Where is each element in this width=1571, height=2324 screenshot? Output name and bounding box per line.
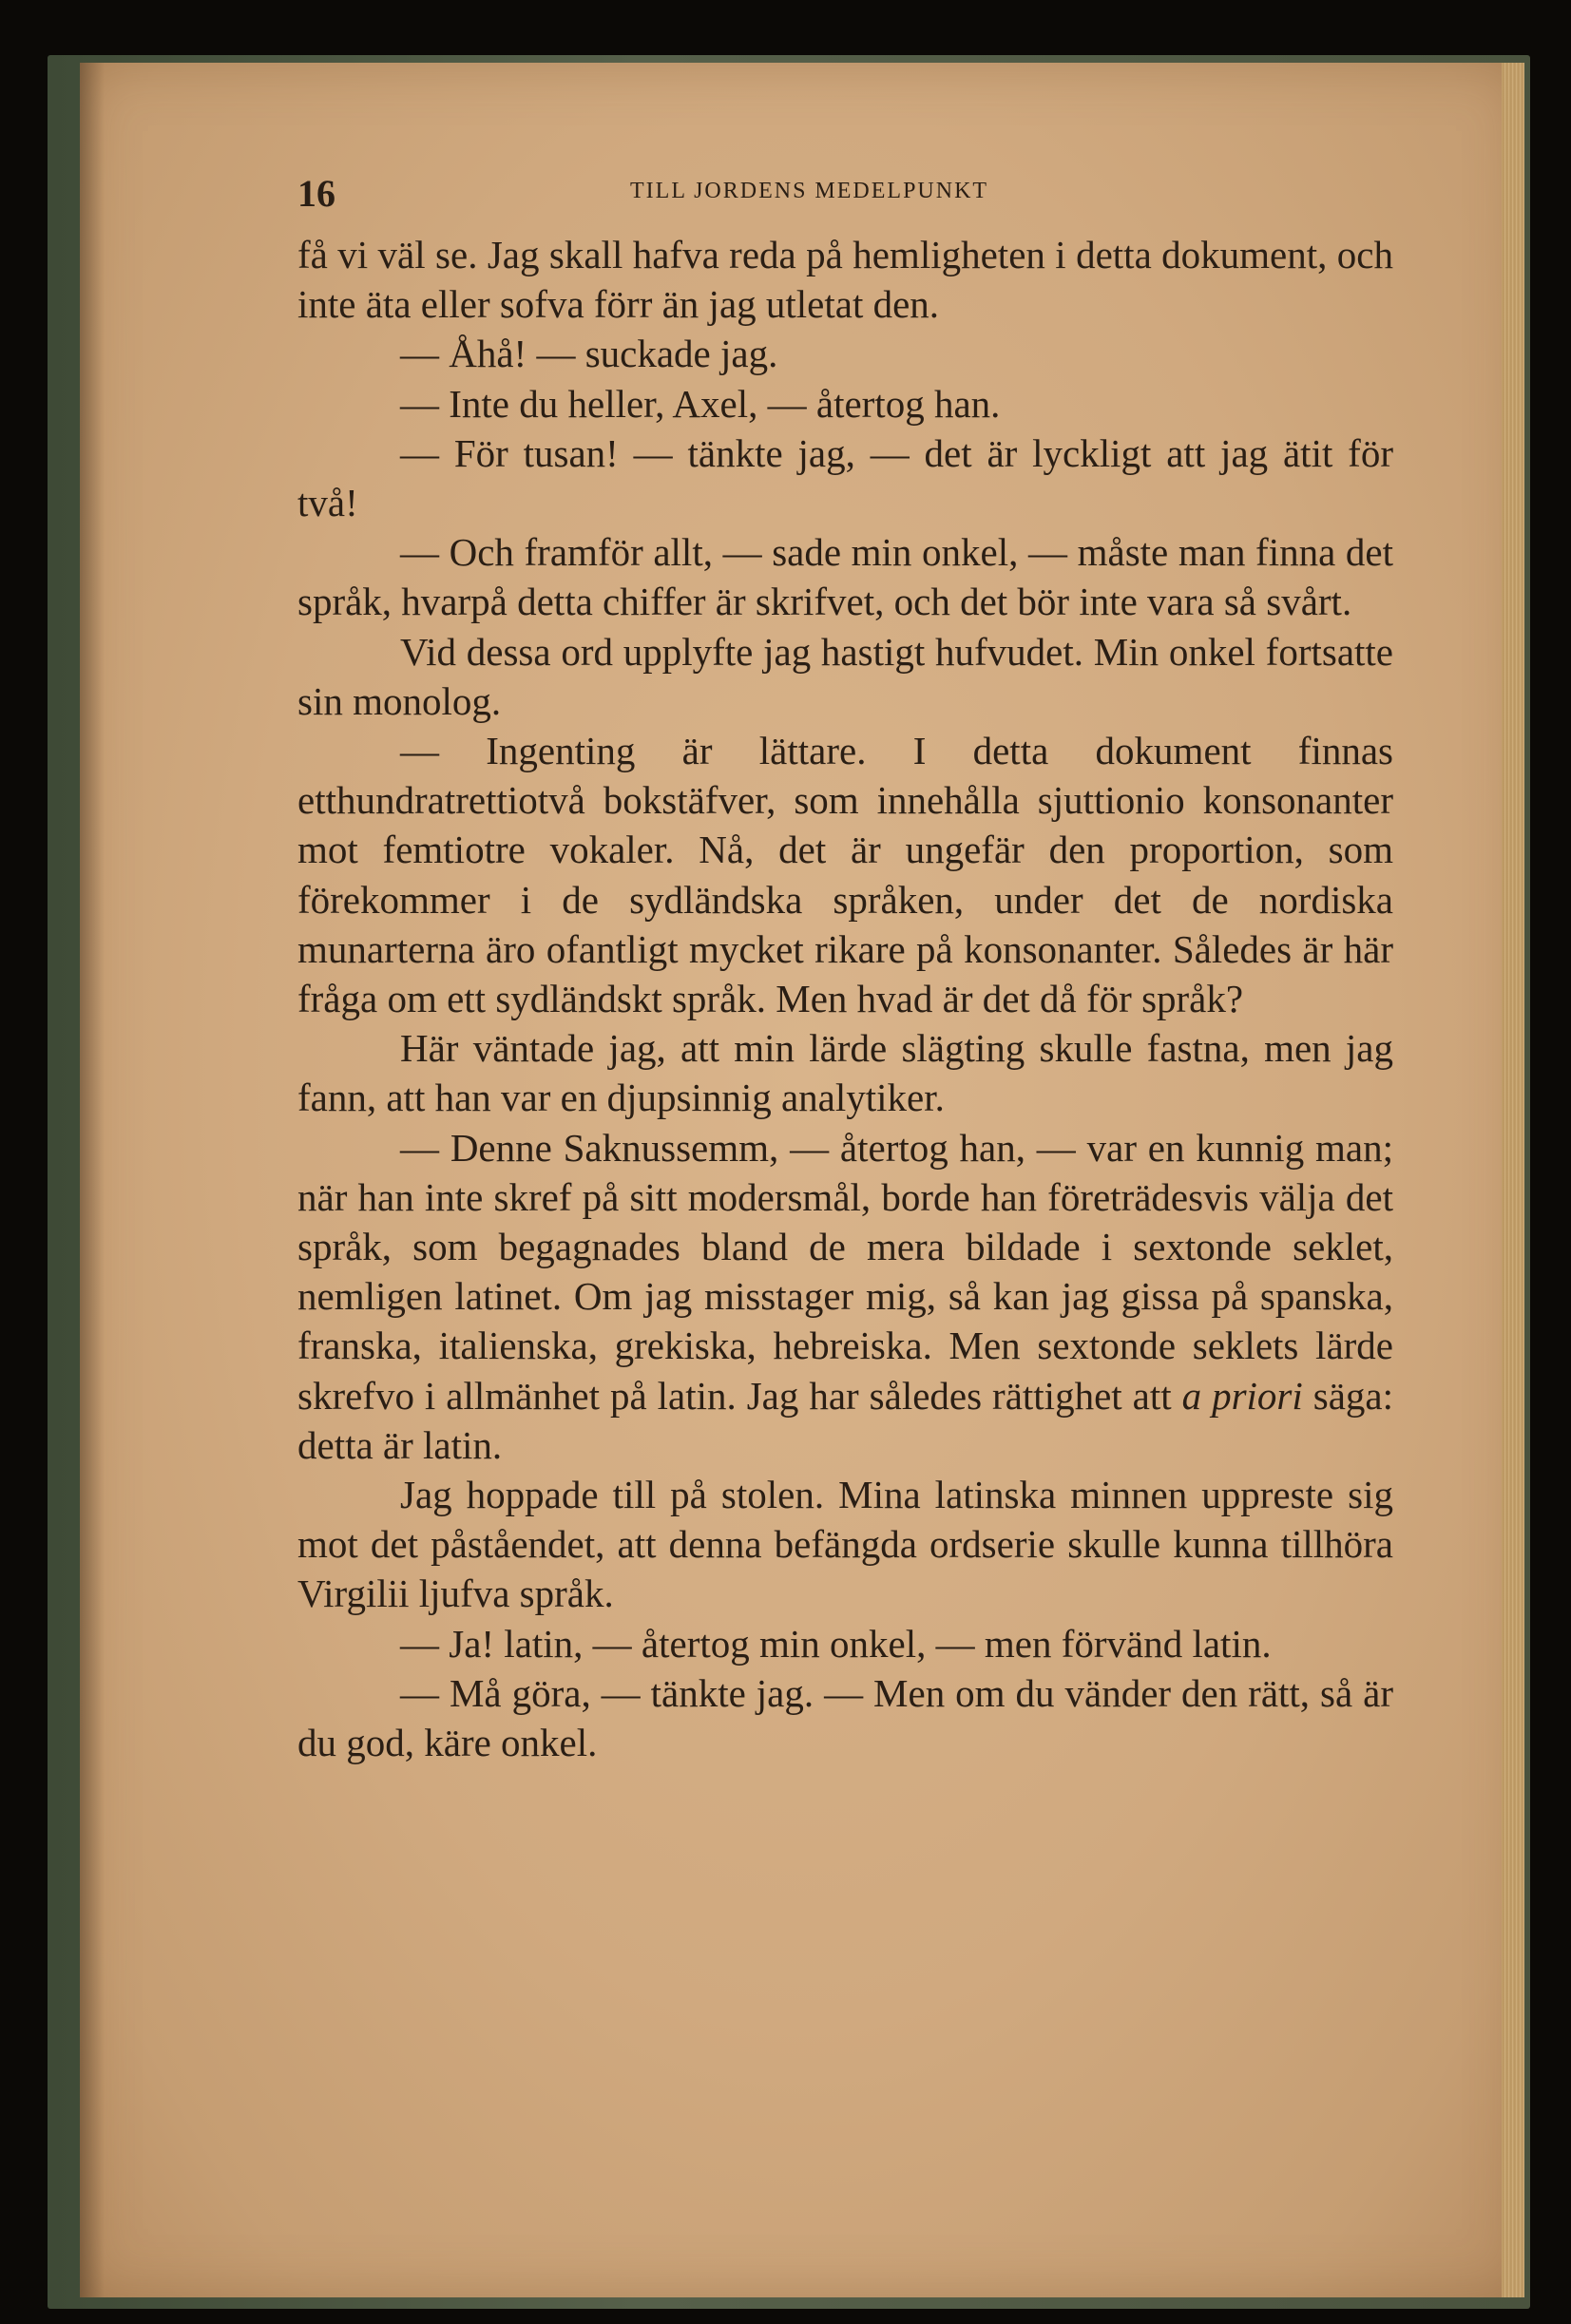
- paragraph-11: — Ja! latin, — återtog min onkel, — men förvänd latin.: [400, 1621, 1272, 1666]
- paragraph-9-end: säga: detta är latin.: [297, 1373, 1394, 1467]
- paragraph-8: Här väntade jag, att min lärde slägting skulle fastna, men jag fann, att han var en djupsinnig analytiker.: [297, 1026, 1393, 1120]
- page-gutter-shadow: [80, 63, 105, 2297]
- paragraph-4: — För tusan! — tänkte jag, — det är lyckligt att jag ätit för två!: [297, 430, 1393, 525]
- paragraph-9: [297, 1123, 1393, 1470]
- paragraph-9-text: — Denne Saknussemm, — återtog han, — var en kunnig man; när han inte skref på sitt modersmål, borde han företrädesvis välja det språk, som begagnades bland de mera bildade i sextonde seklet, nemligen latinet. Om jag misstager mig, så kan jag gissa på spanska, franska, italienska, grekiska, hebreiska. Men sextonde seklets lärde skrefvo i allmänhet på latin. Jag har således rättighet att: [297, 1125, 1393, 1418]
- paragraph-10: Jag hoppade till på stolen. Mina latinska minnen upprestе sig mot det påståendet, att denna befängda ordserie skulle kunna tillhöra Virgilii ljufva språk.: [297, 1473, 1393, 1616]
- paragraph-2: — Åhå! — suckade jag.: [400, 332, 778, 376]
- page-text-block: [297, 171, 1393, 1767]
- page-edges: [1502, 63, 1524, 2297]
- paragraph-12: — Må göra, — tänkte jag. — Men om du vänder den rätt, så är du god, käre onkel.: [297, 1670, 1393, 1765]
- paragraph-5: — Och framför allt, — sade min onkel, — måste man finna det språk, hvarpå detta chiffer är skrifvet, och det bör inte vara så svårt.: [297, 530, 1393, 624]
- paragraph-6: Vid dessa ord upplyfte jag hastigt hufvudet. Min onkel fortsatte sin monolog.: [297, 629, 1393, 723]
- running-head: [297, 171, 1393, 230]
- paragraph-7: — Ingenting är lättare. I detta dokument finnas etthundratrettiotvå bokstäfver, som innehålla sjuttionio konsonanter mot femtiotre vokaler. Nå, det är ungefär den proportion, som förekommer i de sydländska språken, under det de nordiska munarterna äro ofantligt mycket rikare på konsonanter. Således är här fråga om ett sydländskt språk. Men hvad är det då för språk?: [297, 729, 1393, 1021]
- running-title: TILL JORDENS MEDELPUNKT: [630, 179, 989, 203]
- paragraph-1: få vi väl se. Jag skall hafva reda på hemligheten i detta dokument, och inte äta eller sofva förr än jag utletat den.: [297, 233, 1393, 327]
- paragraph-9-italic: a priori: [1181, 1373, 1303, 1418]
- paragraph-3: — Inte du heller, Axel, — återtog han.: [400, 381, 1001, 426]
- page-number: 16: [297, 172, 335, 215]
